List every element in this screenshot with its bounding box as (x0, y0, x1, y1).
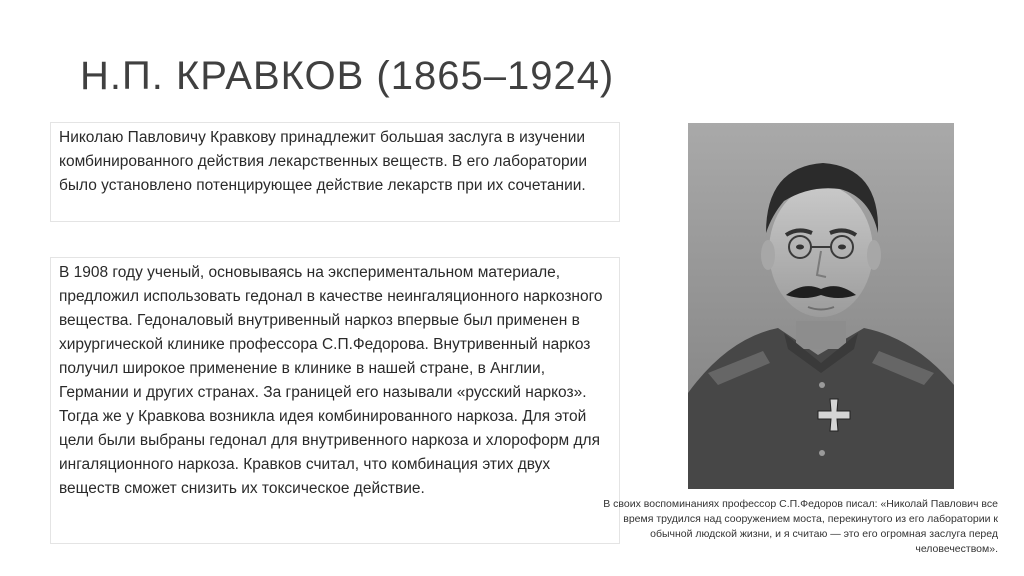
slide-title: Н.П. КРАВКОВ (1865–1924) (80, 54, 615, 98)
text-box-intro: Николаю Павловичу Кравкову принадлежит большая заслуга в изучении комбинированного действия лекарственных веществ. В его лаборатории было установлено потенцирующее действие лекарств при их сочетании. (50, 122, 620, 222)
photo-caption: В своих воспоминаниях профессор С.П.Федоров писал: «Николай Павлович все время трудился над сооружением моста, перекинутого из его лаборатории к обычной людской жизни, и я считаю — это его огромная заслуга перед человечеством». (603, 498, 998, 555)
text-box-history: В 1908 году ученый, основываясь на экспериментальном материале, предложил использовать гедонал в качестве неингаляционного наркозного вещества. Гедоналовый внутривенный наркоз впервые был применен в хирургической клинике профессора С.П.Федорова. Внутривенный наркоз получил широкое применение в клинике в нашей стране, в Англии, Германии и других странах. За границей его называли «русский наркоз». Тогда же у Кравкова возникла идея комбинированного наркоза. Для этой цели были выбраны гедонал для внутривенного наркоза и хлороформ для ингаляционного наркоза. Кравков считал, что комбинация этих двух веществ сможет снизить их токсическое действие. (50, 257, 620, 544)
portrait-photo (688, 123, 954, 489)
portrait-image (688, 123, 954, 489)
